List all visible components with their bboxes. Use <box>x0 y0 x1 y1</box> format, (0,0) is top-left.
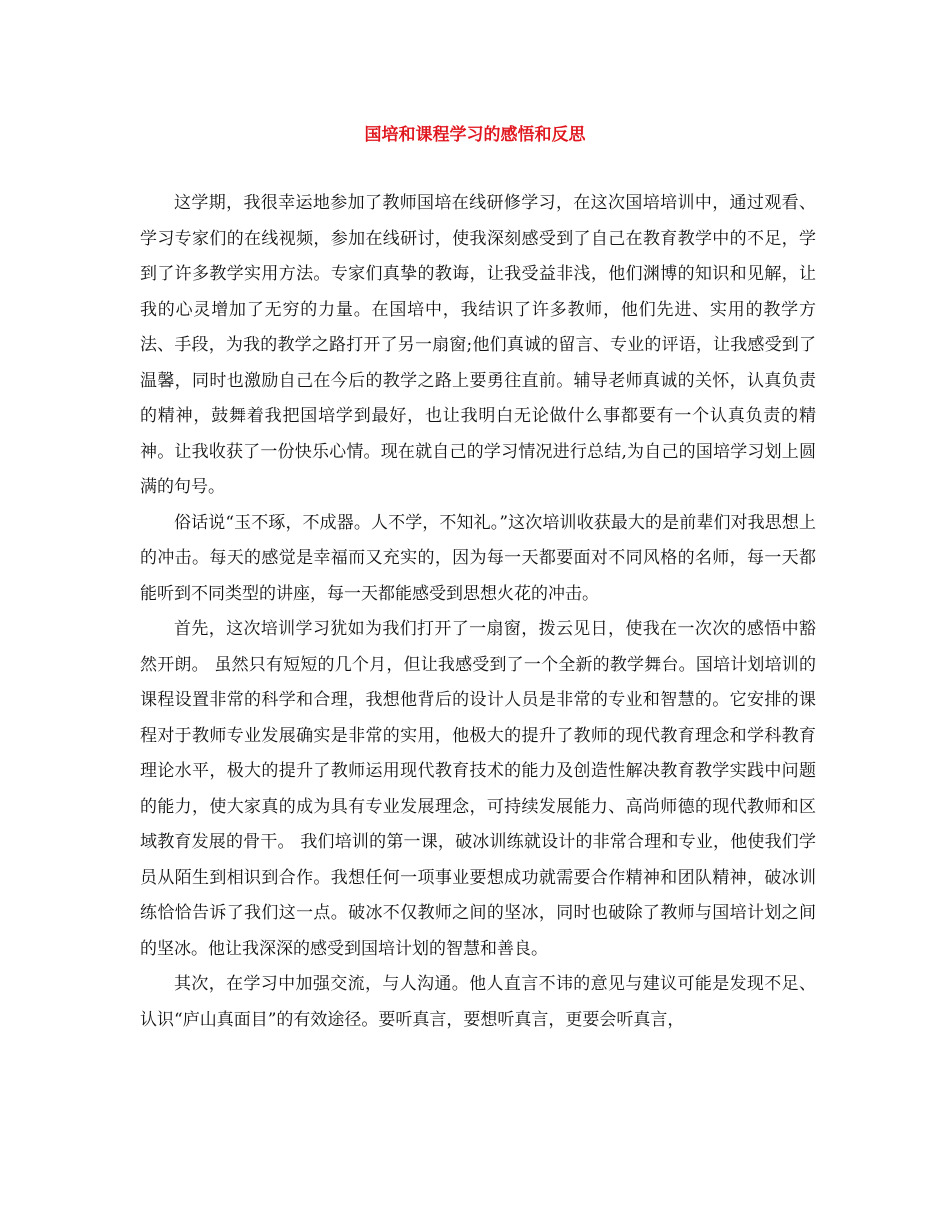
paragraph-2: 俗话说“玉不琢，不成器。人不学，不知礼。”这次培训收获最大的是前辈们对我思想上的冲击。每天的感觉是幸福而又充实的，因为每一天都要面对不同风格的名师，每一天都能听到不同类型的讲座，每一天都能感受到思想火花的冲击。 <box>140 512 816 604</box>
document-title: 国培和课程学习的感悟和反思 <box>364 125 586 145</box>
document-body <box>140 186 816 1038</box>
paragraph-3: 首先，这次培训学习犹如为我们打开了一扇窗，拨云见日，使我在一次次的感悟中豁然开朗。 虽然只有短短的几个月，但让我感受到了一个全新的教学舞台。国培计划培训的课程设置非常的科学和合理，我想他背后的设计人员是非常的专业和智慧的。它安排的课程对于教师专业发展确实是非常的实用，他极大的提升了教师的现代教育理念和学科教育理论水平，极大的提升了教师运用现代教育技术的能力及创造性解决教育教学实践中问题的能力，使大家真的成为具有专业发展理念，可持续发展能力、高尚师德的现代教师和区域教育发展的骨干。 我们培训的第一课，破冰训练就设计的非常合理和专业，他使我们学员从陌生到相识到合作。我想任何一项事业要想成功就需要合作精神和团队精神，破冰训练恰恰告诉了我们这一点。破冰不仅教师之间的坚冰，同时也破除了教师与国培计划之间的坚冰。他让我深深的感受到国培计划的智慧和善良。 <box>140 619 816 959</box>
paragraph-1: 这学期，我很幸运地参加了教师国培在线研修学习，在这次国培培训中，通过观看、学习专家们的在线视频，参加在线研讨，使我深刻感受到了自己在教育教学中的不足，学到了许多教学实用方法。专家们真挚的教诲，让我受益非浅，他们渊博的知识和见解，让我的心灵增加了无穷的力量。在国培中，我结识了许多教师，他们先进、实用的教学方法、手段，为我的教学之路打开了另一扇窗;他们真诚的留言、专业的评语，让我感受到了温馨，同时也激励自己在今后的教学之路上要勇往直前。辅导老师真诚的关怀，认真负责的精神，鼓舞着我把国培学到最好，也让我明白无论做什么事都要有一个认真负责的精神。让我收获了一份快乐心情。现在就自己的学习情况进行总结,为自己的国培学习划上圆满的句号。 <box>140 193 816 497</box>
paragraph-4: 其次，在学习中加强交流，与人沟通。他人直言不讳的意见与建议可能是发现不足、认识“庐山真面目”的有效途径。要听真言，要想听真言，更要会听真言， <box>140 974 816 1030</box>
